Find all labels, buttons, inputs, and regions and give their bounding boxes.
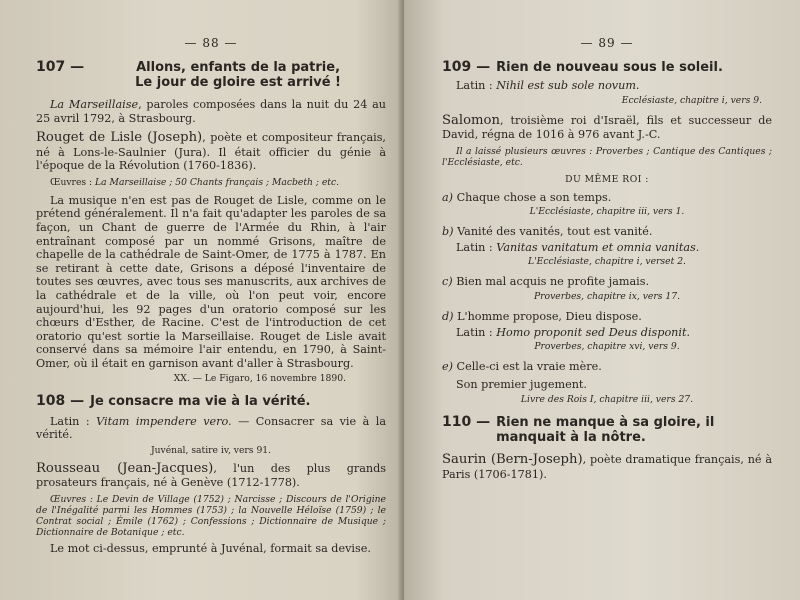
same-king-heading: DU MÊME ROI : <box>565 173 649 185</box>
entry-body: La musique n'en est pas de Rouget de Lisle, comme on le prétend généralement. Il n'a fait qu'adapter les paroles de sa façon, un Chant de guerre de l'Armée du Rhin, à l'air entraînant composé par un nommé Grisons, maître de chapelle de la cathédrale de Saint-Omer, de 1775 à 1787. En se retirant à cette date, Grisons a déposé l'inventaire de toutes ses œuvres, avec tous ses manuscrits, aux archives de la cathédrale et de la ville, où l'on peut voir, encore aujourd'hui, les 92 pages d'un oratorio composé sur les chœurs d'Esther, de Racine. C'est de l'introduction de cet oratorio qu'est sortie la Marseillaise. Rouget de Lisle avait conservé dans sa mémoire l'air entendu, en 1790, à Saint-Omer, où il était en garnison avant d'aller à Strasbourg. <box>36 193 386 370</box>
entry-note: Le mot ci-dessus, emprunté à Juvénal, formait sa devise. <box>50 541 371 555</box>
entry-title: Rien ne manque à sa gloire, il manquait à la nôtre. <box>496 415 715 446</box>
author-bio: Rouget de Lisle (Joseph), poète et compositeur français, né à Lons-le-Saulnier (Jura). Il était officier du génie à l'époque de la Révolution (1760-1836). <box>36 130 386 173</box>
list-item: a) Chaque chose a son temps. L'Ecclésiaste, chapitre iii, vers 1. <box>442 191 772 218</box>
works-list: Œuvres : Le Devin de Village (1752) ; Narcisse ; Discours de l'Origine de l'Inégalité parmi les Hommes (1753) ; la Nouvelle Héloïse (1759) ; le Contrat social ; Émile (1762) ; Confessions ; Dictionnaire de Musique ; Dictionnaire de Botanique ; etc. <box>36 493 386 538</box>
author-bio: Saurin (Bern-Joseph), poète dramatique français, né à Paris (1706-1781). <box>442 452 772 481</box>
reference: Ecclésiaste, chapitre i, vers 9. <box>621 94 762 106</box>
author-name: Salomon <box>442 112 500 128</box>
list-item: d) L'homme propose, Dieu dispose. Latin : Homo proponit sed Deus disponit. Proverbes, chapitre xvi, vers 9. <box>442 310 772 352</box>
author-bio: Salomon, troisième roi d'Israël, fils et successeur de David, régna de 1016 à 976 avant J.-C. <box>442 112 772 141</box>
entry-109-heading <box>442 60 772 75</box>
entry-number: 107 — <box>36 59 85 75</box>
reference: Proverbes, chapitre ix, vers 17. <box>533 290 681 302</box>
latin-line: Latin : Nihil est sub sole novum. <box>456 79 640 92</box>
reference: Juvénal, satire iv, vers 91. <box>150 444 272 456</box>
reference: L'Ecclésiaste, chapitre i, verset 2. <box>528 256 686 268</box>
reference: L'Ecclésiaste, chapitre iii, vers 1. <box>529 206 685 218</box>
works-list: Œuvres : La Marseillaise ; 50 Chants français ; Macbeth ; etc. <box>50 176 340 188</box>
author-bio: Rousseau (Jean-Jacques), l'un des plus grands prosateurs français, né à Genève (1712-1778). <box>36 460 387 490</box>
entry-number: 109 — <box>442 59 491 75</box>
reference: Livre des Rois I, chapitre iii, vers 27. <box>520 394 694 406</box>
entry-title: Rien de nouveau sous le soleil. <box>496 60 723 75</box>
citation: XX. — Le Figaro, 16 novembre 1890. <box>173 372 346 384</box>
author-name: Rouget de Lisle (Joseph) <box>36 130 203 146</box>
entry-107-heading <box>36 60 386 90</box>
latin-line: Latin : Vitam impendere vero. — Consacrer sa vie à la vérité. <box>36 414 386 442</box>
entry-number: 108 — <box>36 392 85 409</box>
entry-108-heading <box>36 394 386 409</box>
list-item: c) Bien mal acquis ne profite jamais. Proverbes, chapitre ix, vers 17. <box>442 275 772 302</box>
entry-quote: Allons, enfants de la patrie, Le jour de gloire est arrivé ! <box>135 60 341 90</box>
list-item: e) Celle-ci est la vraie mère. Son premier jugement. Livre des Rois I, chapitre iii, vers 27. <box>442 360 772 405</box>
page-number: — 88 — <box>184 36 238 50</box>
author-name: Rousseau (Jean-Jacques) <box>36 460 214 476</box>
right-page <box>404 0 800 600</box>
author-name: Saurin (Bern-Joseph) <box>442 452 583 468</box>
works-list: Il a laissé plusieurs œuvres : Proverbes ; Cantique des Cantiques ; l'Ecclésiaste, etc. <box>442 145 772 168</box>
entry-source: La Marseillaise, paroles composées dans la nuit du 24 au 25 avril 1792, à Strasbourg. <box>36 98 386 125</box>
entry-110-heading <box>442 415 772 445</box>
entry-number: 110 — <box>442 414 491 431</box>
list-item: b) Vanité des vanités, tout est vanité. Latin : Vanitas vanitatum et omnia vanitas. L'Ecclésiaste, chapitre i, verset 2. <box>442 225 772 267</box>
reference: Proverbes, chapitre xvi, vers 9. <box>534 341 680 353</box>
page-number: — 89 — <box>580 36 634 50</box>
entry-title: Je consacre ma vie à la vérité. <box>90 393 311 409</box>
